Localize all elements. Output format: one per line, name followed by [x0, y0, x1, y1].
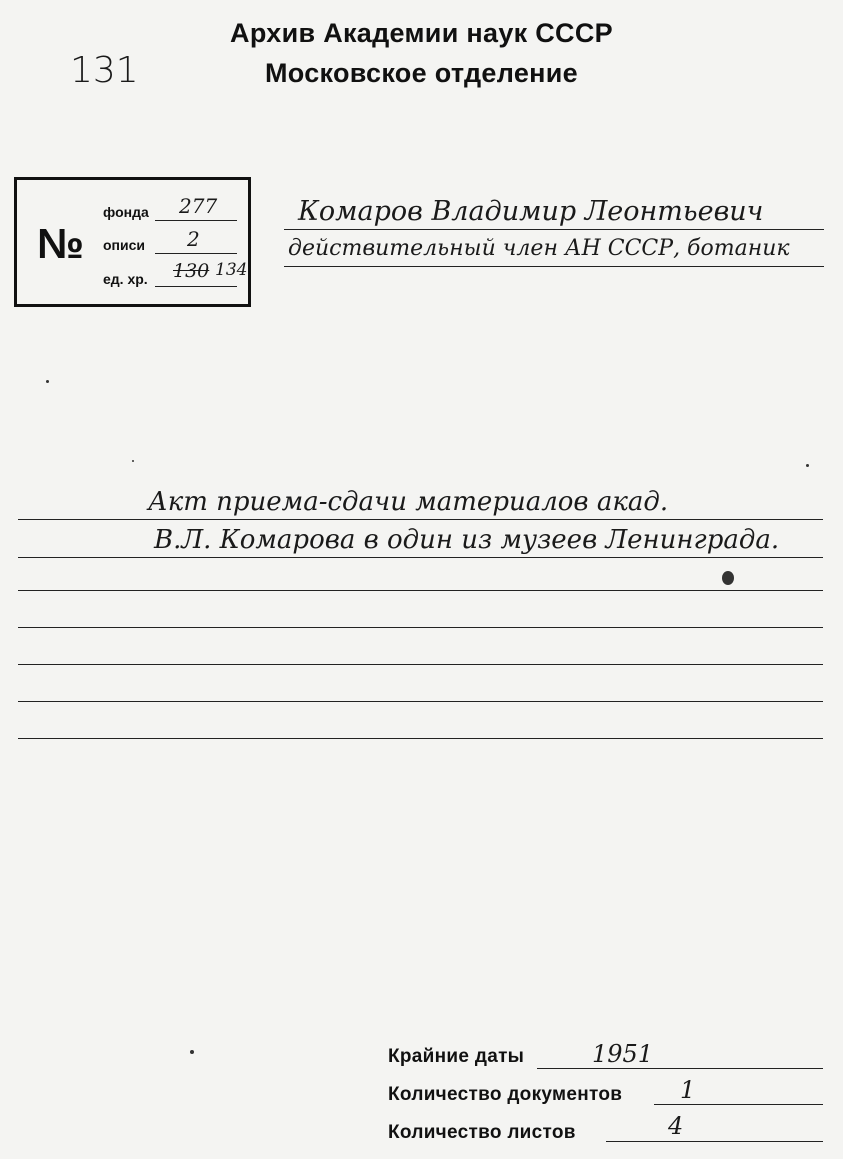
title-rule-1 — [18, 519, 823, 520]
fund-underline — [155, 220, 237, 221]
inventory-underline — [155, 253, 237, 254]
item-underline — [155, 286, 237, 287]
blank-rule-5 — [18, 664, 823, 665]
blank-rule-3 — [18, 590, 823, 591]
blank-rule-6 — [18, 701, 823, 702]
blank-rule-4 — [18, 627, 823, 628]
sheets-value: 4 — [668, 1112, 684, 1140]
documents-value: 1 — [680, 1076, 696, 1104]
documents-label: Количество документов — [388, 1084, 623, 1105]
fund-label: фонда — [103, 204, 149, 220]
dates-line — [537, 1068, 823, 1069]
inventory-label: описи — [103, 237, 146, 253]
item-value: 134 — [215, 260, 248, 280]
ink-blot — [722, 571, 734, 585]
inventory-value: 2 — [187, 227, 200, 251]
person-role-line — [284, 266, 824, 267]
person-role: действительный член АН СССР, ботаник — [288, 236, 790, 261]
item-value-struck: 130 — [173, 260, 210, 282]
item-label: ед. хр. — [103, 271, 148, 287]
catalog-number-box — [14, 177, 251, 307]
person-name-line — [284, 229, 824, 230]
sheets-label: Количество листов — [388, 1122, 576, 1143]
fund-value: 277 — [179, 194, 218, 218]
number-sign: № — [37, 220, 82, 267]
title-rule-2 — [18, 557, 823, 558]
margin-note: 131 — [70, 50, 139, 91]
dates-label: Крайние даты — [388, 1046, 525, 1067]
sheets-line — [606, 1141, 823, 1142]
paper-speck — [806, 464, 809, 467]
paper-speck — [190, 1050, 194, 1054]
paper-speck — [132, 460, 134, 462]
paper-speck — [46, 380, 49, 383]
documents-line — [654, 1104, 823, 1105]
title-line-2: В.Л. Комарова в один из музеев Ленинграда. — [154, 525, 780, 555]
title-line-1: Акт приема-сдачи материалов акад. — [148, 487, 669, 517]
archive-subtitle: Московское отделение — [265, 58, 578, 88]
blank-rule-7 — [18, 738, 823, 739]
archive-title: Архив Академии наук СССР — [230, 18, 613, 48]
person-name: Комаров Владимир Леонтьевич — [298, 196, 764, 227]
dates-value: 1951 — [592, 1040, 654, 1068]
